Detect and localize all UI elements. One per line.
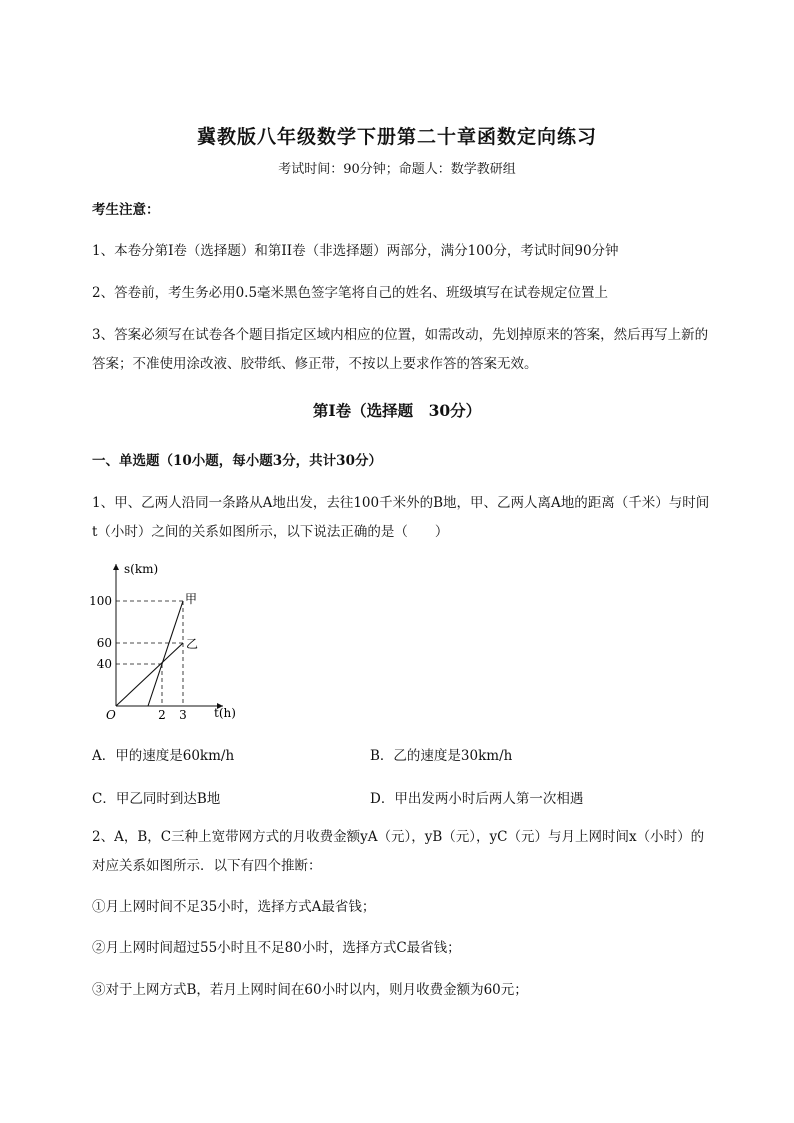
label-jia: 甲 bbox=[185, 592, 198, 606]
notice-item-3: 3、答案必须写在试卷各个题目指定区域内相应的位置，如需改动，先划掉原来的答案，然后再写上新的答案；不准使用涂改液、胶带纸、修正带，不按以上要求作答的答案无效。 bbox=[92, 327, 709, 372]
question-2-stem: 2、A，B，C三种上宽带网方式的月收费金额yA（元），yB（元），yC（元）与月上网时间x（小时）的对应关系如图所示．以下有四个推断： bbox=[92, 829, 705, 874]
notice-item-2: 2、答卷前，考生务必用0.5毫米黑色签字笔将自己的姓名、班级填写在试卷规定位置上 bbox=[92, 285, 609, 301]
y-tick-40: 40 bbox=[96, 657, 112, 671]
y-axis-label: s(km) bbox=[124, 562, 159, 576]
section-title: 第I卷（选择题 30分） bbox=[312, 401, 482, 420]
page-subtitle: 考试时间：90分钟；命题人：数学教研组 bbox=[278, 162, 516, 177]
x-axis-label: t(h) bbox=[214, 706, 236, 720]
option-c: C．甲乙同时到达B地 bbox=[92, 791, 221, 807]
notice-item-1: 1、本卷分第I卷（选择题）和第II卷（非选择题）两部分，满分100分，考试时间90分钟 bbox=[92, 243, 619, 259]
page-title: 冀教版八年级数学下册第二十章函数定向练习 bbox=[196, 126, 597, 148]
judgement-1: ①月上网时间不足35小时，选择方式A最省钱； bbox=[92, 899, 376, 915]
line-jia bbox=[148, 601, 183, 706]
y-tick-100: 100 bbox=[89, 594, 112, 608]
label-yi: 乙 bbox=[186, 637, 199, 651]
line-yi bbox=[116, 643, 183, 706]
notice-heading: 考生注意： bbox=[92, 202, 160, 218]
x-tick-2: 2 bbox=[158, 708, 166, 722]
option-a: A．甲的速度是60km/h bbox=[92, 748, 235, 764]
option-b: B．乙的速度是30km/h bbox=[370, 748, 513, 764]
judgement-3: ③对于上网方式B，若月上网时间在60小时以内，则月收费金额为60元； bbox=[92, 982, 528, 998]
question-1-stem: 1、甲、乙两人沿同一条路从A地出发，去往100千米外的B地，甲、乙两人离A地的距离（千米）与时间t（小时）之间的关系如图所示，以下说法正确的是（ ） bbox=[92, 495, 710, 540]
option-d: D．甲出发两小时后两人第一次相遇 bbox=[370, 791, 584, 807]
judgement-2: ②月上网时间超过55小时且不足80小时，选择方式C最省钱； bbox=[92, 940, 461, 956]
part-title: 一、单选题（10小题，每小题3分，共计30分） bbox=[92, 453, 382, 469]
origin-label: O bbox=[106, 708, 116, 722]
x-tick-3: 3 bbox=[179, 708, 187, 722]
question-1-graph bbox=[88, 556, 248, 726]
y-tick-60: 60 bbox=[96, 636, 112, 650]
